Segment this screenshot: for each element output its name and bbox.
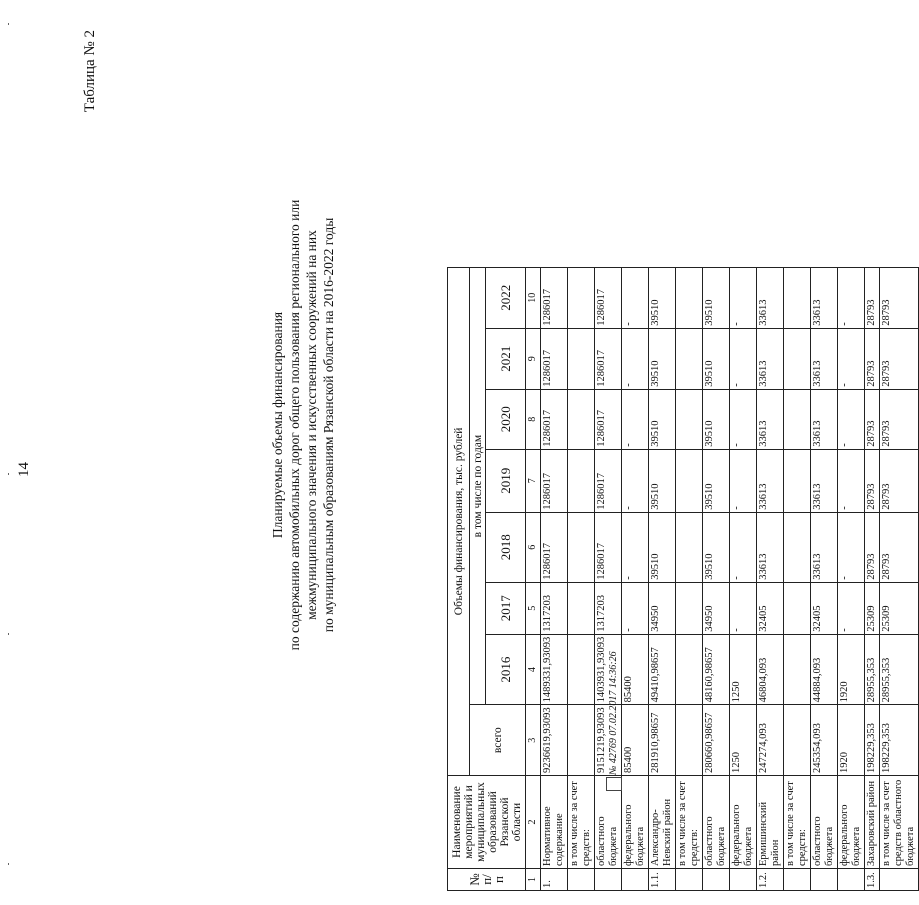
value-cell: 1920 <box>838 705 865 776</box>
row-name: Захаровский район <box>865 776 880 869</box>
value-cell: - <box>622 389 649 449</box>
row-name: федерального бюджета <box>730 776 757 869</box>
value-cell <box>568 389 595 449</box>
value-cell: 28793 <box>865 267 880 328</box>
value-cell <box>676 634 703 705</box>
value-cell <box>676 449 703 512</box>
value-cell: - <box>622 328 649 389</box>
value-cell: 281910,98657 <box>649 705 676 776</box>
value-cell: 33613 <box>811 512 838 582</box>
value-cell: 39510 <box>703 512 730 582</box>
column-number: 6 <box>526 512 541 582</box>
row-number <box>784 869 811 891</box>
value-cell: 33613 <box>811 389 838 449</box>
row-name: областного бюджета <box>595 776 622 869</box>
row-number <box>676 869 703 891</box>
value-cell: - <box>622 582 649 634</box>
value-cell: 32405 <box>811 582 838 634</box>
value-cell <box>568 449 595 512</box>
value-cell: 39510 <box>649 267 676 328</box>
column-number: 1 <box>526 869 541 891</box>
row-number: 1.3. <box>865 869 880 891</box>
value-cell: 28793 <box>880 389 919 449</box>
title-line-4: по муниципальным образованиям Рязанской области на 2016-2022 годы <box>321 217 336 633</box>
value-cell <box>676 267 703 328</box>
value-cell: 1403931,93093 <box>595 634 622 705</box>
value-cell: 25309 <box>865 582 880 634</box>
value-cell <box>784 705 811 776</box>
row-name: областного бюджета <box>703 776 730 869</box>
value-cell: 1286017 <box>595 267 622 328</box>
value-cell: 33613 <box>757 267 784 328</box>
value-cell: 1317203 <box>541 582 568 634</box>
value-cell: 1286017 <box>595 389 622 449</box>
value-cell <box>784 634 811 705</box>
registry-stamp <box>606 777 622 791</box>
row-name: федерального бюджета <box>838 776 865 869</box>
row-name: Ермишинский район <box>757 776 784 869</box>
row-number <box>880 869 919 891</box>
value-cell: 1286017 <box>595 449 622 512</box>
value-cell: 28793 <box>865 328 880 389</box>
header-name: Наименование мероприятий и муниципальных образований Рязанской области <box>448 776 526 869</box>
value-cell: - <box>838 449 865 512</box>
value-cell: 9151219,93093 <box>595 705 622 776</box>
row-number <box>838 869 865 891</box>
scan-speck <box>8 863 9 865</box>
table-row <box>649 267 676 890</box>
value-cell <box>784 449 811 512</box>
value-cell <box>784 267 811 328</box>
value-cell: 39510 <box>703 389 730 449</box>
row-name: федерального бюджета <box>622 776 649 869</box>
table-row <box>880 267 919 890</box>
row-name: Нормативное содержание <box>541 776 568 869</box>
column-number: 2 <box>526 776 541 869</box>
table-row <box>757 267 784 890</box>
header-year: 2021 <box>486 328 526 389</box>
value-cell: 245354,093 <box>811 705 838 776</box>
footer-registration: № 42769 07.02.2017 14:36:26 <box>608 651 619 775</box>
table-row <box>676 267 703 890</box>
column-number: 4 <box>526 634 541 705</box>
value-cell: 39510 <box>649 449 676 512</box>
value-cell <box>784 582 811 634</box>
scan-speck <box>8 23 9 25</box>
value-cell: 28793 <box>865 512 880 582</box>
value-cell <box>784 512 811 582</box>
financing-table <box>447 267 919 891</box>
value-cell: 28793 <box>880 267 919 328</box>
table-row <box>622 267 649 890</box>
header-num: № п/п <box>448 869 526 891</box>
value-cell <box>676 705 703 776</box>
value-cell: 33613 <box>757 328 784 389</box>
value-cell: 39510 <box>649 512 676 582</box>
value-cell: 1250 <box>730 634 757 705</box>
value-cell: 1286017 <box>541 267 568 328</box>
value-cell: 198229,353 <box>865 705 880 776</box>
table-row <box>595 267 622 890</box>
value-cell: 28955,353 <box>880 634 919 705</box>
value-cell: 28793 <box>880 449 919 512</box>
value-cell: 1286017 <box>541 449 568 512</box>
page-number: 14 <box>16 462 32 477</box>
value-cell: 198229,353 <box>880 705 919 776</box>
value-cell: 1317203 <box>595 582 622 634</box>
row-number: 1.1. <box>649 869 676 891</box>
row-name: в том числе за счет средств областного бюджета <box>880 776 919 869</box>
value-cell: 33613 <box>811 449 838 512</box>
value-cell: 39510 <box>703 328 730 389</box>
value-cell: 44884,093 <box>811 634 838 705</box>
row-name: в том числе за счет средств: <box>568 776 595 869</box>
column-number: 10 <box>526 267 541 328</box>
header-year: 2016 <box>486 634 526 705</box>
table-row <box>811 267 838 890</box>
scan-speck <box>8 473 9 475</box>
table-label: Таблица № 2 <box>82 30 98 113</box>
value-cell: - <box>622 267 649 328</box>
value-cell: - <box>838 512 865 582</box>
value-cell <box>784 328 811 389</box>
value-cell: - <box>622 449 649 512</box>
value-cell <box>676 582 703 634</box>
value-cell <box>568 582 595 634</box>
column-number: 3 <box>526 705 541 776</box>
value-cell <box>568 512 595 582</box>
value-cell <box>568 267 595 328</box>
value-cell <box>784 389 811 449</box>
value-cell: 49410,98657 <box>649 634 676 705</box>
value-cell: 28793 <box>865 449 880 512</box>
value-cell: 28793 <box>880 328 919 389</box>
value-cell: 280660,98657 <box>703 705 730 776</box>
value-cell: 33613 <box>811 267 838 328</box>
header-year: 2017 <box>486 582 526 634</box>
row-name: Александро-Невский район <box>649 776 676 869</box>
table-row <box>568 267 595 890</box>
value-cell: 46804,093 <box>757 634 784 705</box>
value-cell <box>676 389 703 449</box>
value-cell: 33613 <box>757 389 784 449</box>
value-cell: 1489331,93093 <box>541 634 568 705</box>
table-row <box>703 267 730 890</box>
value-cell: 34950 <box>649 582 676 634</box>
value-cell <box>568 634 595 705</box>
row-number <box>703 869 730 891</box>
value-cell: - <box>730 512 757 582</box>
row-name: в том числе за счет средств: <box>784 776 811 869</box>
value-cell: 247274,093 <box>757 705 784 776</box>
header-total: всего <box>470 705 526 776</box>
value-cell: 33613 <box>811 328 838 389</box>
value-cell: 9236619,93093 <box>541 705 568 776</box>
value-cell: - <box>730 267 757 328</box>
row-number: 1.2. <box>757 869 784 891</box>
value-cell: 34950 <box>703 582 730 634</box>
table-row <box>784 267 811 890</box>
value-cell: 1286017 <box>541 389 568 449</box>
value-cell: 39510 <box>649 389 676 449</box>
value-cell: 85400 <box>622 705 649 776</box>
value-cell: 48160,98657 <box>703 634 730 705</box>
value-cell: 33613 <box>757 449 784 512</box>
scan-speck <box>8 633 9 635</box>
header-volumes: Объемы финансирования, тыс. рублей <box>448 267 470 775</box>
value-cell: 39510 <box>649 328 676 389</box>
value-cell: 28955,353 <box>865 634 880 705</box>
title-line-3: межмуниципального значения и искусственных сооружений на них <box>304 230 319 620</box>
row-number <box>595 869 622 891</box>
header-by-years: в том числе по годам <box>470 267 486 705</box>
value-cell: 1286017 <box>541 512 568 582</box>
value-cell: 1286017 <box>595 328 622 389</box>
value-cell <box>676 328 703 389</box>
header-year: 2020 <box>486 389 526 449</box>
row-name: областного бюджета <box>811 776 838 869</box>
value-cell: 28793 <box>865 389 880 449</box>
value-cell <box>568 705 595 776</box>
row-number <box>811 869 838 891</box>
table-row <box>730 267 757 890</box>
row-number <box>730 869 757 891</box>
value-cell: 25309 <box>880 582 919 634</box>
value-cell: - <box>730 449 757 512</box>
row-number <box>568 869 595 891</box>
column-number: 5 <box>526 582 541 634</box>
row-number: 1. <box>541 869 568 891</box>
header-year: 2018 <box>486 512 526 582</box>
value-cell: 1250 <box>730 705 757 776</box>
title-line-1: Планируемые объемы финансирования <box>270 311 285 539</box>
title-line-2: по содержанию автомобильных дорог общего пользования регионального или <box>287 199 302 651</box>
value-cell <box>676 512 703 582</box>
value-cell: 39510 <box>703 449 730 512</box>
value-cell: 1920 <box>838 634 865 705</box>
row-number <box>622 869 649 891</box>
value-cell: 39510 <box>703 267 730 328</box>
column-number: 9 <box>526 328 541 389</box>
value-cell: - <box>730 582 757 634</box>
column-number: 8 <box>526 389 541 449</box>
value-cell: 33613 <box>757 512 784 582</box>
value-cell: 1286017 <box>541 328 568 389</box>
value-cell: - <box>838 267 865 328</box>
value-cell: 28793 <box>880 512 919 582</box>
value-cell <box>568 328 595 389</box>
value-cell: - <box>730 389 757 449</box>
header-year: 2022 <box>486 267 526 328</box>
value-cell: - <box>622 512 649 582</box>
table-row <box>838 267 865 890</box>
value-cell: - <box>838 328 865 389</box>
value-cell: 85400 <box>622 634 649 705</box>
table-row <box>865 267 880 890</box>
value-cell: - <box>838 389 865 449</box>
column-number: 7 <box>526 449 541 512</box>
value-cell: - <box>838 582 865 634</box>
value-cell: - <box>730 328 757 389</box>
header-year: 2019 <box>486 449 526 512</box>
row-name: в том числе за счет средств: <box>676 776 703 869</box>
value-cell: 1286017 <box>595 512 622 582</box>
table-row <box>541 267 568 890</box>
value-cell: 32405 <box>757 582 784 634</box>
